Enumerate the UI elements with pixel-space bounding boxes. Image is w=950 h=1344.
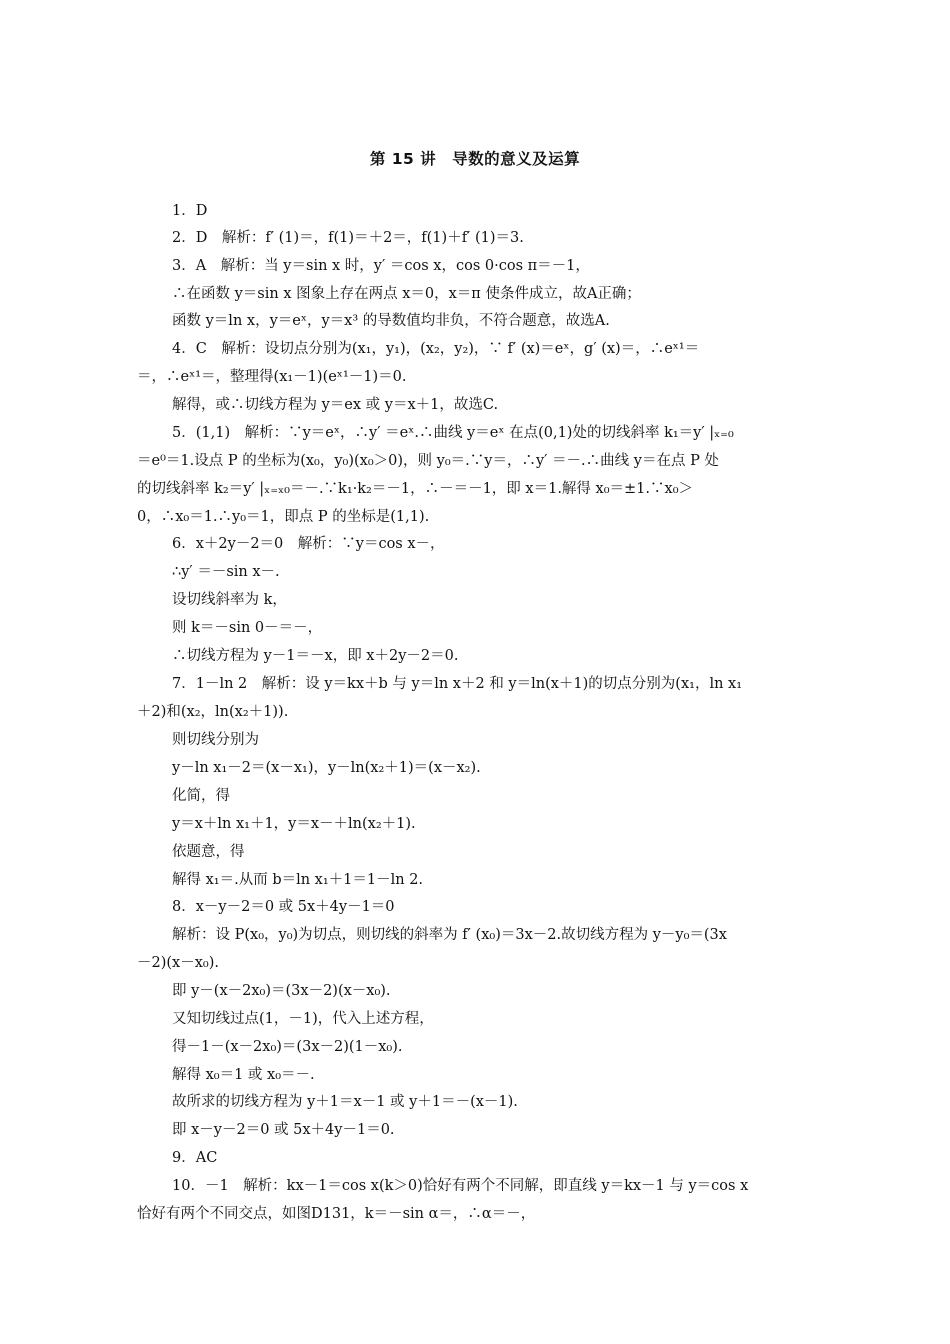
page-title: 第 15 讲 导数的意义及运算	[369, 150, 581, 168]
text-line: ∴y′ ＝－sin x－.	[172, 564, 280, 580]
text-line: 8．x－y－2＝0 或 5x＋4y－1＝0	[172, 899, 395, 915]
text-line: 则 k＝－sin 0－＝－，	[172, 620, 323, 636]
text-line: 化简，得	[172, 788, 230, 804]
text-line: 故所求的切线方程为 y＋1＝x－1 或 y＋1＝－(x－1).	[172, 1094, 518, 1110]
text-line: 依题意，得	[172, 844, 245, 860]
text-line: 设切线斜率为 k，	[172, 592, 287, 608]
text-line: 7．1－ln 2 解析：设 y＝kx＋b 与 y＝ln x＋2 和 y＝ln(x＋1)的切点分别为(x₁，ln x₁	[172, 676, 743, 692]
text-line: 恰好有两个不同交点，如图D131，k＝－sin α＝，∴α＝－，	[137, 1206, 536, 1222]
text-line: ＝，∴eˣ¹＝，整理得(x₁－1)(eˣ¹－1)＝0.	[137, 369, 407, 385]
text-line: ＋2)和(x₂，ln(x₂＋1)).	[137, 704, 289, 720]
text-line: 6．x＋2y－2＝0 解析：∵y＝cos x－，	[172, 536, 445, 552]
text-line: 解得，或∴切线方程为 y＝ex 或 y＝x＋1，故选C.	[172, 397, 499, 413]
text-line: 9．AC	[172, 1150, 218, 1166]
text-line: 又知切线过点(1，－1)，代入上述方程，	[172, 1011, 434, 1027]
text-line: 2．D 解析：f′ (1)＝，f(1)＝＋2＝，f(1)＋f′ (1)＝3.	[172, 230, 524, 246]
text-line: 即 y－(x－2x₀)＝(3x－2)(x－x₀).	[172, 983, 391, 999]
text-line: 函数 y＝ln x，y＝eˣ，y＝x³ 的导数值均非负，不符合题意，故选A.	[172, 313, 610, 329]
text-line: ∴切线方程为 y－1＝－x，即 x＋2y－2＝0.	[172, 648, 459, 664]
text-line: 即 x－y－2＝0 或 5x＋4y－1＝0.	[172, 1122, 395, 1138]
text-line: ＝e⁰＝1.设点 P 的坐标为(x₀，y₀)(x₀＞0)，则 y₀＝.∵y＝，∴y′ ＝－.∴曲线 y＝在点 P 处	[137, 453, 719, 469]
text-line: y－ln x₁－2＝(x－x₁)，y－ln(x₂＋1)＝(x－x₂).	[172, 760, 481, 776]
text-line: 的切线斜率 k₂＝y′ |ₓ₌ₓ₀＝－.∵k₁·k₂＝－1，∴－＝－1，即 x＝1.解得 x₀＝±1.∵x₀＞	[137, 481, 694, 497]
text-line: 解析：设 P(x₀，y₀)为切点，则切线的斜率为 f′ (x₀)＝3x－2.故切线方程为 y－y₀＝(3x	[172, 927, 727, 943]
text-line: 解得 x₀＝1 或 x₀＝－.	[172, 1067, 315, 1083]
text-line: 10．－1 解析：kx－1＝cos x(k＞0)恰好有两个不同解，即直线 y＝kx－1 与 y＝cos x	[172, 1178, 749, 1194]
text-line: 得－1－(x－2x₀)＝(3x－2)(1－x₀).	[172, 1039, 403, 1055]
text-line: 5．(1,1) 解析：∵y＝eˣ，∴y′ ＝eˣ.∴曲线 y＝eˣ 在点(0,1)处的切线斜率 k₁＝y′ |ₓ₌₀	[172, 425, 734, 441]
text-line: 1．D	[172, 203, 208, 219]
text-line: ∴在函数 y＝sin x 图象上存在两点 x＝0，x＝π 使条件成立，故A正确；	[172, 286, 641, 302]
text-line: 3．A 解析：当 y＝sin x 时，y′ ＝cos x，cos 0·cos π＝－1，	[172, 258, 590, 274]
text-line: －2)(x－x₀).	[137, 955, 219, 971]
text-line: 解得 x₁＝.从而 b＝ln x₁＋1＝1－ln 2.	[172, 872, 424, 888]
text-line: 0，∴x₀＝1.∴y₀＝1，即点 P 的坐标是(1,1).	[137, 509, 430, 525]
text-line: 4．C 解析：设切点分别为(x₁，y₁)，(x₂，y₂)，∵ f′ (x)＝eˣ，g′ (x)＝，∴eˣ¹＝	[172, 341, 700, 357]
text-line: y＝x＋ln x₁＋1，y＝x－＋ln(x₂＋1).	[172, 816, 416, 832]
text-line: 则切线分别为	[172, 732, 259, 748]
